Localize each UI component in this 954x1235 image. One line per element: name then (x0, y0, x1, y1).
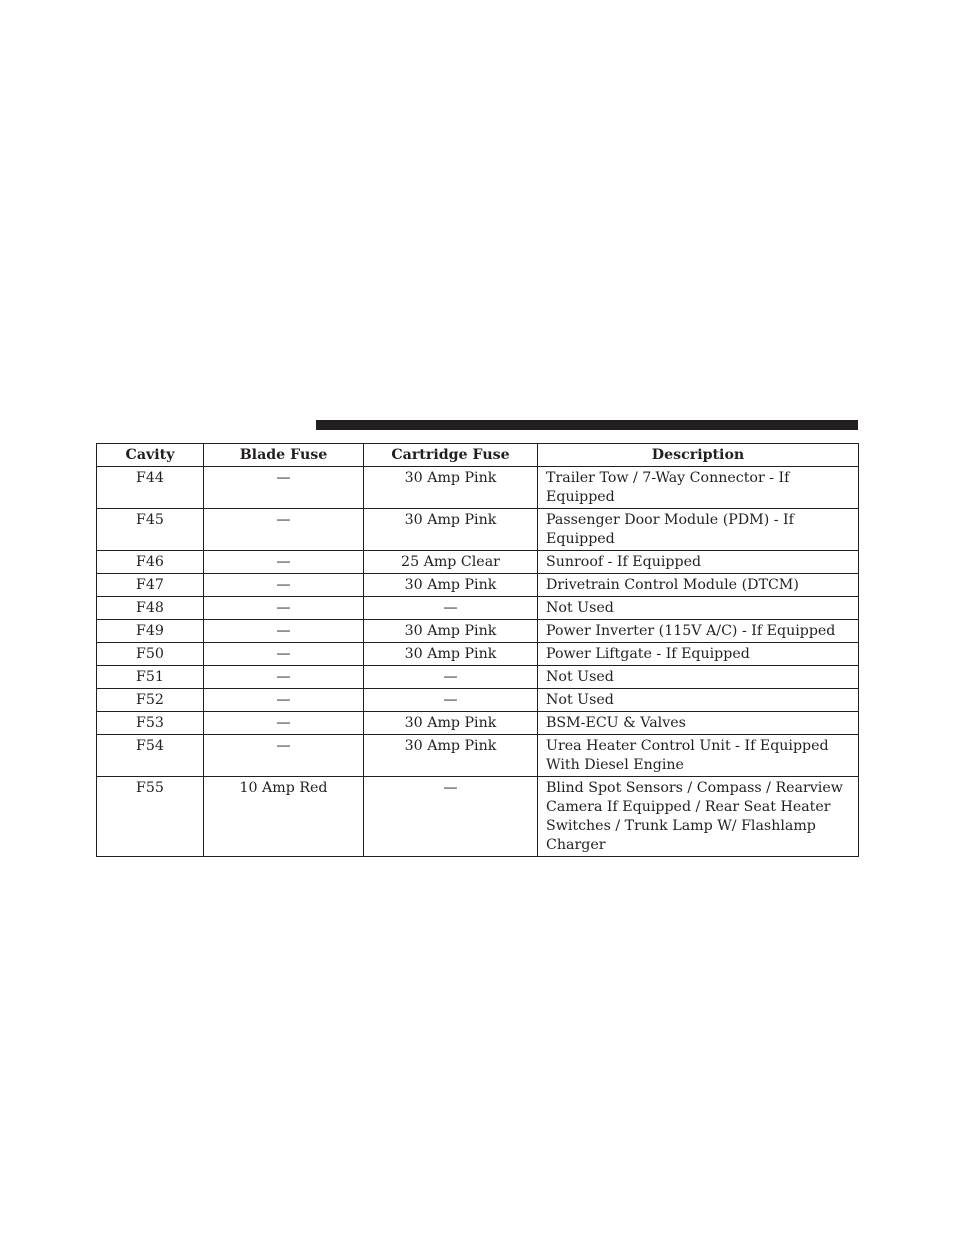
table-row (97, 509, 859, 551)
cell-description: Not Used (538, 597, 859, 620)
header-cavity: Cavity (97, 444, 204, 467)
cell-cavity: F51 (97, 666, 204, 689)
table-row (97, 643, 859, 666)
cell-cartridge-fuse: 30 Amp Pink (364, 735, 538, 777)
table-row (97, 689, 859, 712)
cell-blade-fuse: — (204, 551, 364, 574)
cell-cavity: F44 (97, 467, 204, 509)
cell-blade-fuse: — (204, 597, 364, 620)
cell-description: Blind Spot Sensors / Compass / Rearview Camera If Equipped / Rear Seat Heater Switches / Trunk Lamp W/ Flashlamp Charger (538, 777, 859, 857)
cell-cartridge-fuse: 30 Amp Pink (364, 712, 538, 735)
cell-cavity: F48 (97, 597, 204, 620)
cell-description: Sunroof - If Equipped (538, 551, 859, 574)
cell-description: Passenger Door Module (PDM) - If Equipped (538, 509, 859, 551)
cell-blade-fuse: — (204, 689, 364, 712)
cell-cartridge-fuse: — (364, 777, 538, 857)
header-cartridge-fuse: Cartridge Fuse (364, 444, 538, 467)
cell-cavity: F45 (97, 509, 204, 551)
cell-cavity: F55 (97, 777, 204, 857)
cell-blade-fuse: — (204, 735, 364, 777)
table-row (97, 467, 859, 509)
cell-description: Power Liftgate - If Equipped (538, 643, 859, 666)
cell-blade-fuse: — (204, 574, 364, 597)
fuse-table (96, 443, 859, 857)
cell-cartridge-fuse: — (364, 666, 538, 689)
table-row (97, 620, 859, 643)
cell-blade-fuse: — (204, 643, 364, 666)
section-header-bar (316, 420, 858, 430)
table-row (97, 574, 859, 597)
cell-description: Not Used (538, 689, 859, 712)
cell-blade-fuse: — (204, 620, 364, 643)
cell-blade-fuse: — (204, 712, 364, 735)
table-row (97, 735, 859, 777)
cell-cartridge-fuse: 25 Amp Clear (364, 551, 538, 574)
cell-cartridge-fuse: 30 Amp Pink (364, 574, 538, 597)
cell-description: Drivetrain Control Module (DTCM) (538, 574, 859, 597)
cell-cavity: F47 (97, 574, 204, 597)
cell-description: Urea Heater Control Unit - If Equipped With Diesel Engine (538, 735, 859, 777)
table-row (97, 712, 859, 735)
cell-cavity: F49 (97, 620, 204, 643)
header-description: Description (538, 444, 859, 467)
table-row (97, 777, 859, 857)
header-blade-fuse: Blade Fuse (204, 444, 364, 467)
cell-blade-fuse: — (204, 467, 364, 509)
cell-cavity: F54 (97, 735, 204, 777)
cell-cartridge-fuse: — (364, 597, 538, 620)
cell-cavity: F52 (97, 689, 204, 712)
cell-cartridge-fuse: 30 Amp Pink (364, 643, 538, 666)
table-header-row (97, 444, 859, 467)
cell-blade-fuse: — (204, 509, 364, 551)
cell-blade-fuse: 10 Amp Red (204, 777, 364, 857)
cell-cartridge-fuse: 30 Amp Pink (364, 509, 538, 551)
cell-cartridge-fuse: 30 Amp Pink (364, 467, 538, 509)
cell-cartridge-fuse: 30 Amp Pink (364, 620, 538, 643)
cell-cavity: F46 (97, 551, 204, 574)
cell-description: Power Inverter (115V A/C) - If Equipped (538, 620, 859, 643)
cell-cartridge-fuse: — (364, 689, 538, 712)
cell-description: Trailer Tow / 7-Way Connector - If Equipped (538, 467, 859, 509)
table-row (97, 597, 859, 620)
cell-description: BSM-ECU & Valves (538, 712, 859, 735)
table-row (97, 666, 859, 689)
cell-cavity: F50 (97, 643, 204, 666)
cell-cavity: F53 (97, 712, 204, 735)
table-row (97, 551, 859, 574)
cell-blade-fuse: — (204, 666, 364, 689)
cell-description: Not Used (538, 666, 859, 689)
